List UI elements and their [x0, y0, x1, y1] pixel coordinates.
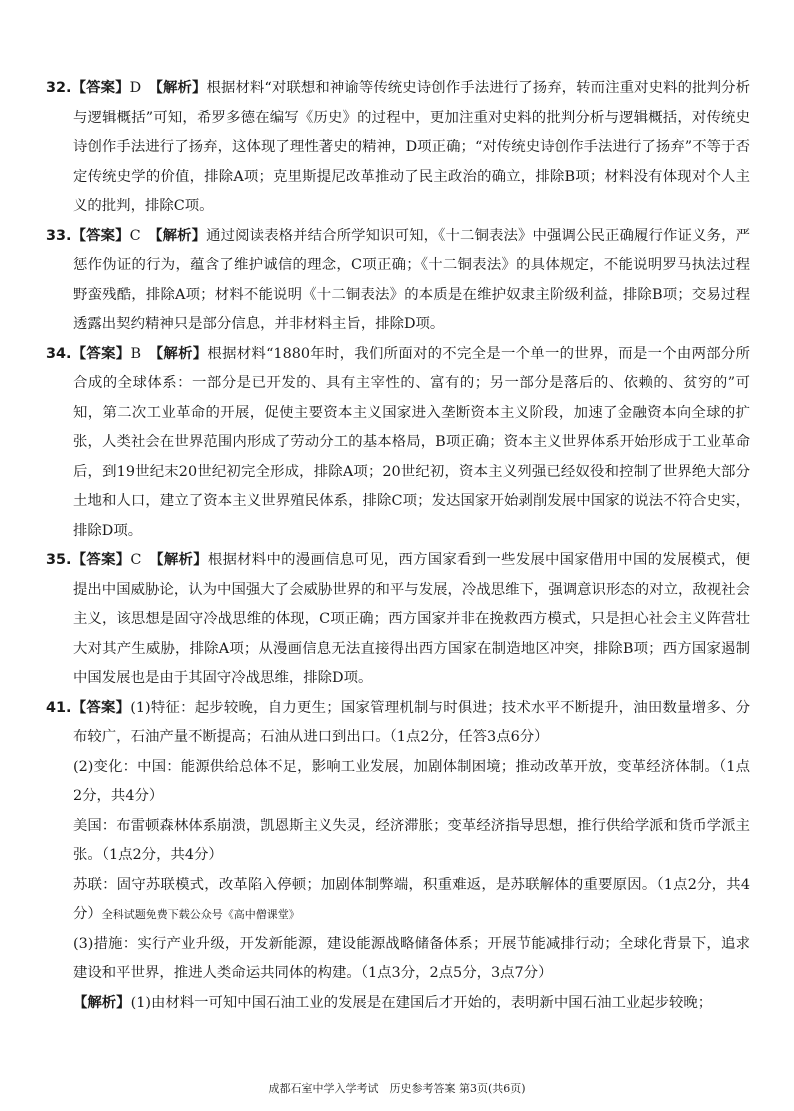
- explanation-tag: 【解析】: [155, 227, 207, 244]
- question-number: 35.: [46, 552, 72, 568]
- answer-41-part1: [46, 694, 750, 753]
- answer-34: [46, 340, 750, 547]
- answer-41-part2: (2)变化：中国：能源供给总体不足，影响工业发展，加剧体制困境；推动改革开放，变革经济体制。（1点2分，共4分）: [73, 758, 750, 804]
- explanation-text: 通过阅读表格并结合所学知识可知，《十二铜表法》中强调公民正确履行作证义务，严惩作伪证的行为，蕴含了维护诚信的理念，C项正确；《十二铜表法》的具体规定，不能说明罗马执法过程野蛮残酷，排除A项；材料不能说明《十二铜表法》的本质是在维护奴隶主阶级利益，排除B项；交易过程透露出契约精神只是部分信息，并非材料主旨，排除D项。: [73, 227, 750, 332]
- answer-letter: D: [129, 80, 142, 96]
- answer-tag: 【答案】: [71, 699, 131, 716]
- question-number: 41.: [46, 699, 72, 716]
- answer-35: [46, 546, 750, 694]
- explanation-text: (1)由材料一可知中国石油工业的发展是在建国后才开始的，表明新中国石油工业起步较晚；: [130, 994, 713, 1011]
- question-number: 33.: [46, 227, 72, 244]
- answer-tag: 【答案】: [71, 552, 131, 568]
- answer-text: (1)特征：起步较晚，自力更生；国家管理机制与时俱进；技术水平不断提升，油田数量增多、分布较广，石油产量不断提高；石油从进口到出口。（1点2分，任答3点6分）: [73, 699, 750, 745]
- answer-41-part3: (3)措施：实行产业升级，开发新能源，建设能源战略储备体系；开展节能减排行动；全球化背景下，追求建设和平世界，推进人类命运共同体的构建。（1点3分，2点5分，3点7分）: [73, 935, 750, 981]
- question-number: 32.: [46, 80, 72, 96]
- explanation-tag: 【解析】: [156, 552, 208, 568]
- explanation-tag: 【解析】: [155, 80, 207, 96]
- answer-tag: 【答案】: [71, 80, 130, 96]
- answer-32: [46, 74, 750, 222]
- answer-letter: C: [130, 552, 142, 568]
- answer-tag: 【答案】: [71, 345, 131, 362]
- page-footer: 成都石室中学入学考试 历史参考答案 第3页(共6页): [268, 1082, 526, 1095]
- answer-41-part2-su: [46, 871, 750, 930]
- answer-text: 苏联：固守苏联模式，改革陷入停顿；加剧体制弊端，积重难返，是苏联解体的重要原因。（1点2分，共4分）: [73, 876, 750, 922]
- answer-tag: 【答案】: [71, 227, 130, 244]
- question-number: 34.: [46, 345, 72, 362]
- answer-33: [46, 222, 750, 340]
- explanation-text: 根据材料“对联想和神谕等传统史诗创作手法进行了扬弃，转而注重对史料的批判分析与逻辑概括”可知，希罗多德在编写《历史》的过程中，更加注重对史料的批判分析与逻辑概括，对传统史诗创作手法进行了扬弃，这体现了理性著史的精神，D项正确；“对传统史诗创作手法进行了扬弃”不等于否定传统史学的价值，排除A项；克里斯提尼改革推动了民主政治的确立，排除B项；材料没有体现对个人主义的批判，排除C项。: [73, 80, 750, 214]
- explanation-tag: 【解析】: [73, 994, 131, 1011]
- answer-key: [46, 74, 750, 1018]
- explanation-text: 根据材料“1880年时，我们所面对的不完全是一个单一的世界，而是一个由两部分所合成的全球体系：一部分是已开发的、具有主宰性的、富有的；另一部分是落后的、依赖的、贫穷的”可知，第二次工业革命的开展，促使主要资本主义国家进入垄断资本主义阶段，加速了金融资本向全球的扩张，人类社会在世界范围内形成了劳动分工的基本格局，B项正确；资本主义世界体系开始形成于工业革命后，到19世纪末20世纪初完全形成，排除A项；20世纪初，资本主义列强已经奴役和控制了世界绝大部分土地和人口，建立了资本主义世界殖民体系，排除C项；发达国家开始剥削发展中国家的说法不符合史实，排除D项。: [73, 345, 750, 539]
- watermark-text: 全科试题免费下载公众号《高中僧课堂》: [101, 908, 300, 921]
- answer-letter: B: [130, 345, 142, 362]
- answer-41-part2-us: 美国：布雷顿森林体系崩溃，凯恩斯主义失灵，经济滞胀；变革经济指导思想，推行供给学派和货币学派主张。（1点2分，共4分）: [73, 817, 750, 863]
- answer-letter: C: [129, 227, 141, 244]
- explanation-41: [46, 989, 750, 1019]
- explanation-tag: 【解析】: [155, 345, 208, 362]
- explanation-text: 根据材料中的漫画信息可见，西方国家看到一些发展中国家借用中国的发展模式，便提出中国威胁论，认为中国强大了会威胁世界的和平与发展，冷战思维下，强调意识形态的对立，敌视社会主义，该思想是固守冷战思维的体现，C项正确；西方国家并非在挽救西方模式，只是担心社会主义阵营壮大对其产生威胁，排除A项；从漫画信息无法直接得出西方国家在制造地区冲突，排除B项；西方国家遏制中国发展也是由于其固守冷战思维，排除D项。: [73, 552, 750, 686]
